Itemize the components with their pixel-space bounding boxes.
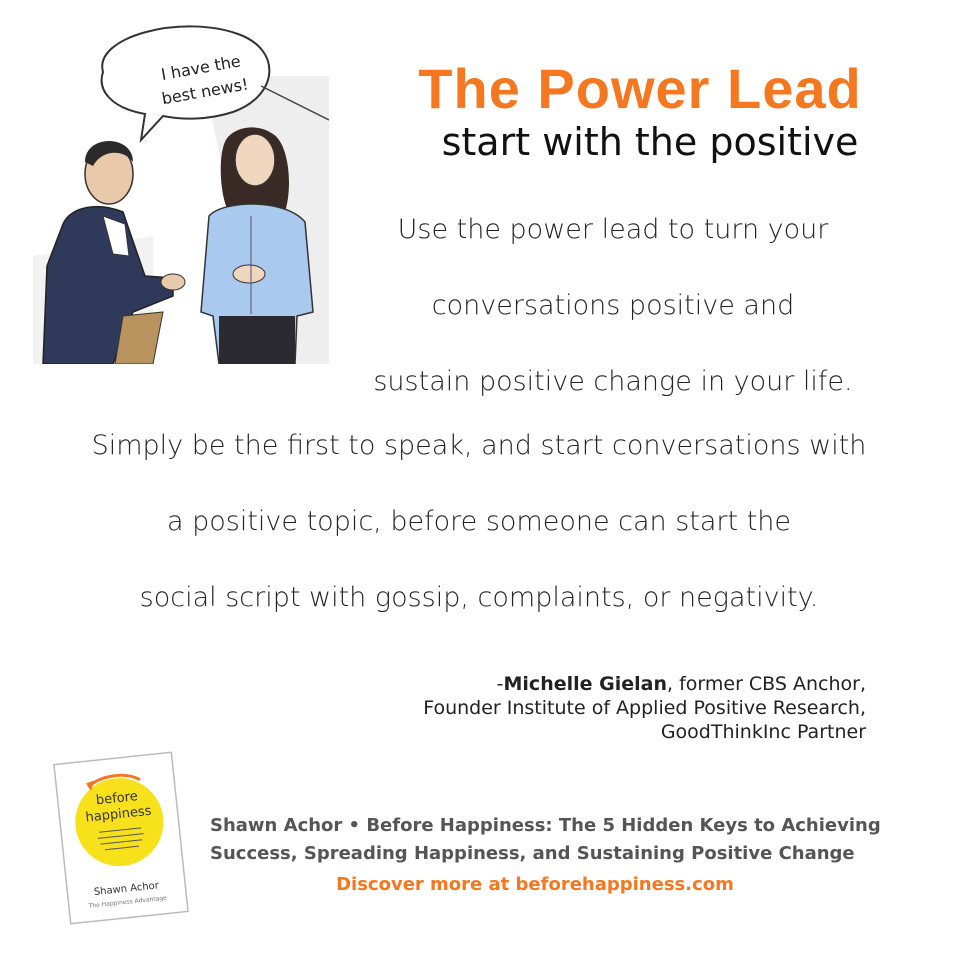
body-line-3: sustain positive change in your life.	[373, 366, 853, 397]
book-title-1: before	[95, 789, 139, 809]
body-line-4: Simply be the first to speak, and start conversations with	[91, 430, 867, 461]
bubble-line-2: best news!	[160, 74, 250, 109]
page-subtitle: start with the positive	[441, 120, 859, 164]
attribution-dash: -	[496, 673, 504, 695]
book-cover-image	[48, 748, 194, 928]
book-title-2: happiness	[84, 803, 153, 826]
illustration	[33, 16, 329, 364]
body-line-6: social script with gossip, complaints, or negativity.	[139, 582, 819, 613]
book-cover	[48, 748, 194, 928]
bubble-line-1: I have the	[159, 51, 243, 85]
attribution-line-1	[423, 672, 866, 696]
book-info-line-2: Success, Spreading Happiness, and Sustaining Positive Change	[210, 843, 855, 864]
body-line-1: Use the power lead to turn your	[397, 214, 829, 245]
book-tagline: The Happiness Advantage	[88, 894, 168, 910]
quote-attribution	[423, 672, 866, 744]
book-info	[210, 812, 881, 868]
attribution-line-3: GoodThinkInc Partner	[660, 721, 866, 743]
website-link[interactable]: Discover more at beforehappiness.com	[336, 874, 734, 895]
book-author: Shawn Achor	[93, 880, 160, 899]
attribution-line-2: Founder Institute of Applied Positive Research,	[423, 697, 866, 719]
author-name: Michelle Gielan	[503, 673, 667, 695]
page-title: The Power Lead	[418, 57, 862, 120]
body-line-2: conversations positive and	[431, 290, 795, 321]
body-line-5: a positive topic, before someone can start the	[166, 506, 792, 537]
book-info-line-1: Shawn Achor • Before Happiness: The 5 Hidden Keys to Achieving	[210, 815, 881, 836]
author-role: , former CBS Anchor,	[667, 673, 866, 695]
